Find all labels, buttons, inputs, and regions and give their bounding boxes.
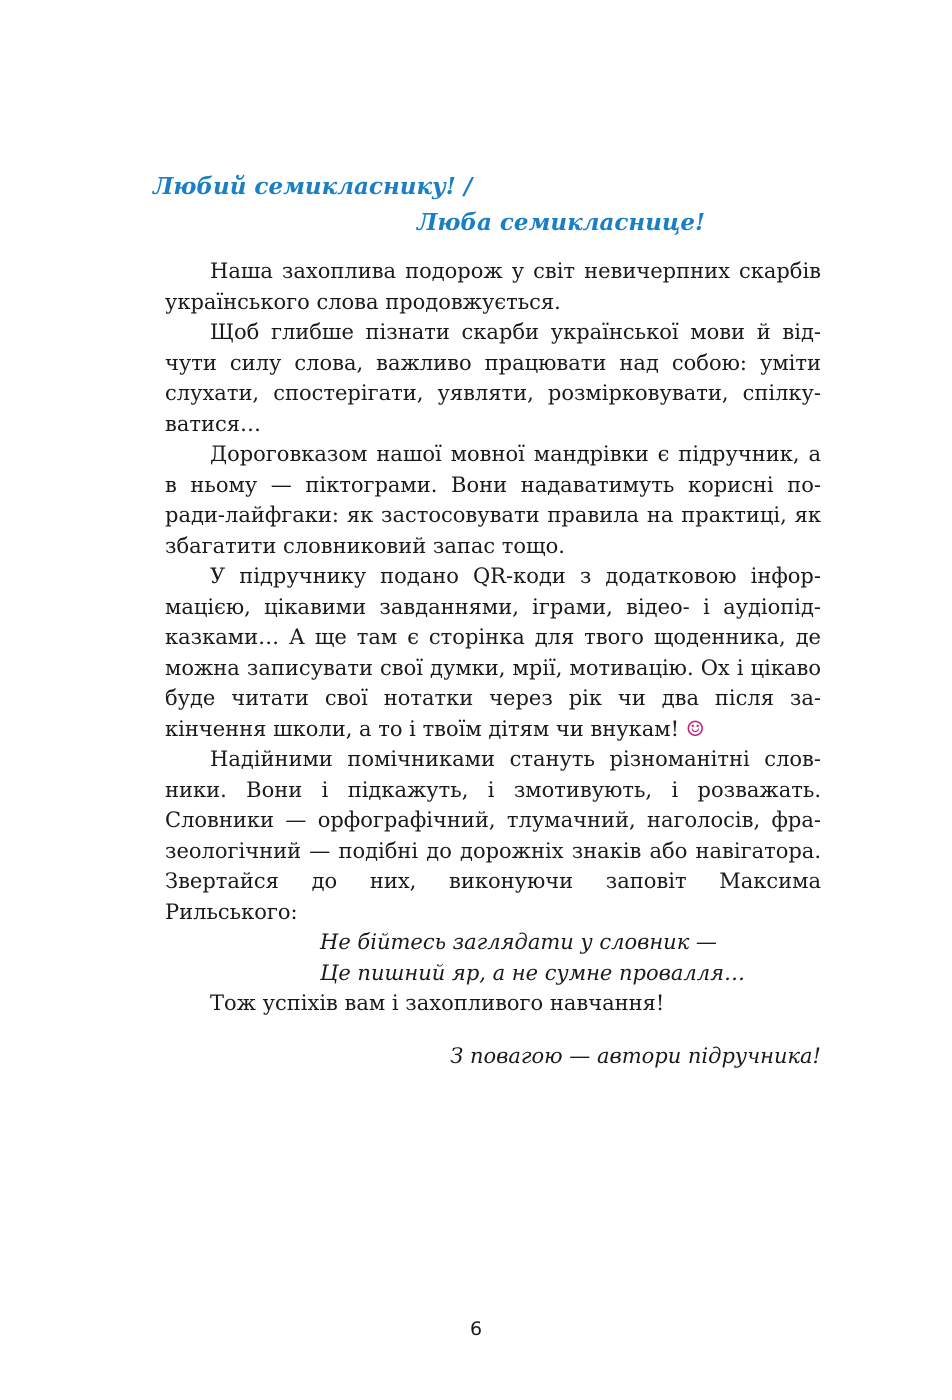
paragraph-qr-codes-text: У підручнику подано QR-коди з додатковою інформацією, цікавими завданнями, іграми, відео- і аудіопідказками… А ще там є сторінка для твого щоденника, де можна записувати свої думки, мрії, мотивацію. Ох і цікаво буде читати свої нотатки через рік чи два після закінчення школи, а то і твоїм дітям чи внукам!	[165, 564, 821, 741]
poem-line-1: Не бійтесь заглядати у словник —	[320, 930, 717, 954]
poem-line-2: Це пишний яр, а не сумне провалля…	[320, 960, 746, 985]
paragraph-pictograms: Дороговказом нашої мовної мандрівки є підручник, а в ньому — піктограми. Вони надаватимуть корисні поради-лайфгаки: як застосовувати правила на практиці, як збагатити словниковий запас тощо.	[165, 442, 821, 558]
poem-quote	[165, 927, 821, 988]
paragraph-learning: Щоб глибше пізнати скарби української мови й відчути силу слова, важливо працювати над собою: уміти слухати, спостерігати, уявляти, розмірковувати, спілкуватися…	[165, 320, 821, 436]
greeting-heading-line-2: Люба семикласнице!	[417, 209, 706, 236]
authors-signature: З повагою — автори підручника!	[450, 1043, 821, 1068]
letter-body	[165, 256, 821, 1071]
paragraph-dictionaries: Надійними помічниками стануть різноманітні словники. Вони і підкажуть, і змотивують, і розважать. Словники — орфографічний, тлумачний, наголосів, фразеологічний — подібні до дорожніх знаків або навігатора. Звертайся до них, виконуючи заповіт Максима Рильського:	[165, 747, 821, 924]
page-number: 6	[469, 1318, 483, 1340]
smiley-icon: ☺	[685, 716, 705, 741]
closing-wish: Тож успіхів вам і захопливого навчання!	[210, 991, 665, 1015]
paragraph-intro: Наша захоплива подорож у світ невичерпних скарбів українського слова продовжується.	[165, 259, 821, 314]
paragraph-qr-codes	[165, 561, 821, 744]
greeting-heading-line-1: Любий семикласнику! /	[153, 173, 473, 200]
